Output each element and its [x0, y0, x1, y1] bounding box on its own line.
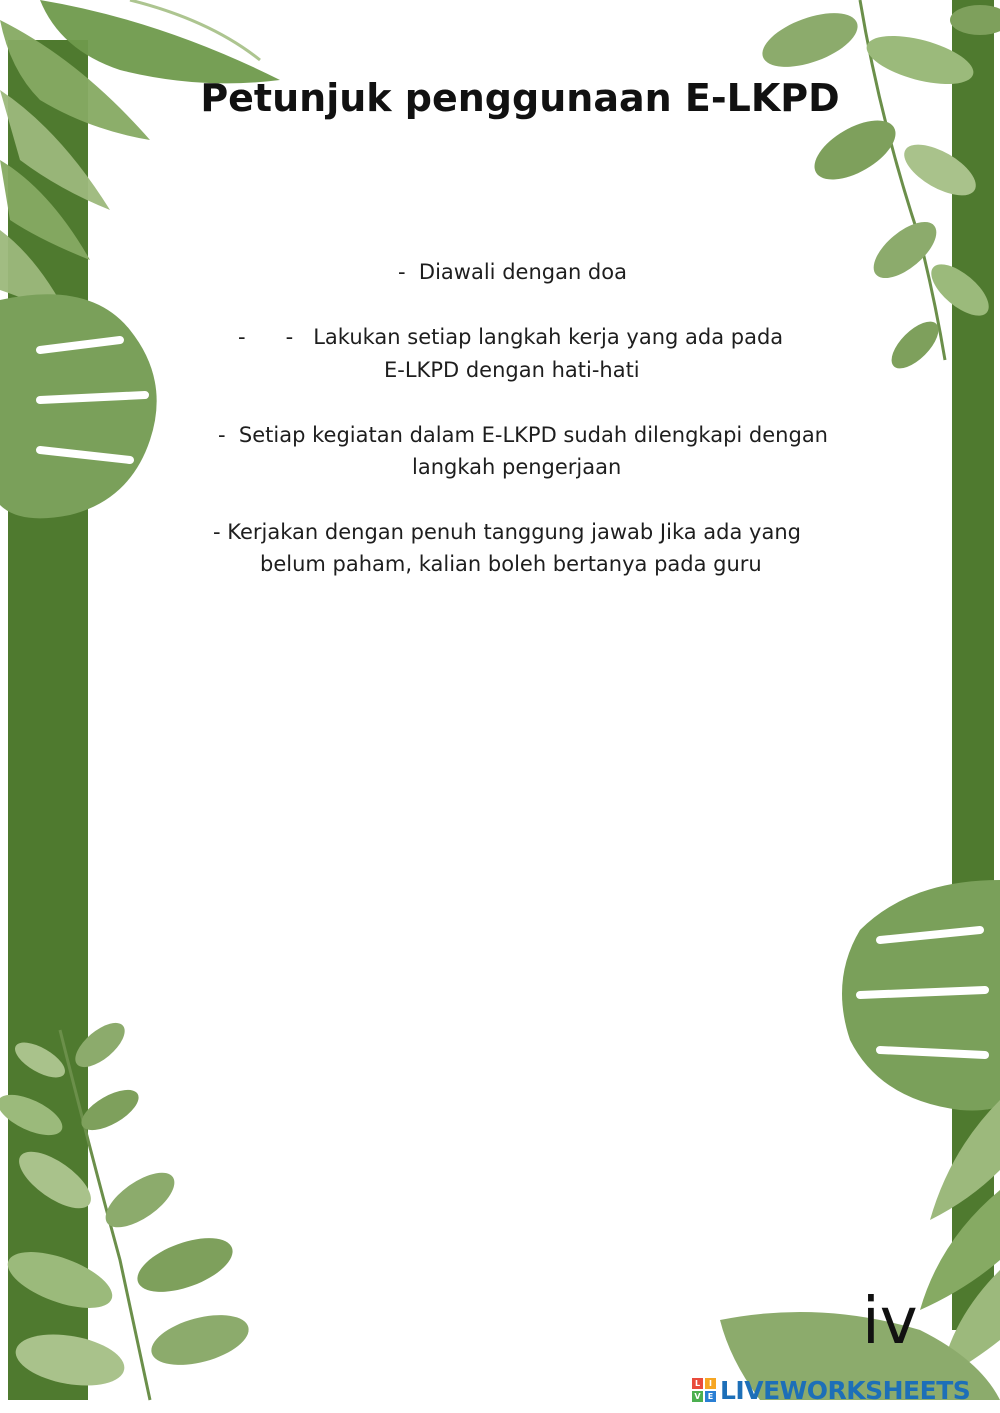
liveworksheets-blocks-icon [692, 1378, 716, 1402]
instruction-item-3-line-2: langkah pengerjaan [412, 455, 622, 479]
logo-block-v: V [692, 1391, 703, 1402]
monstera-leaf-icon [0, 294, 157, 518]
page-title: Petunjuk penggunaan E-LKPD [200, 76, 840, 120]
instruction-item-4-line-1: - Kerjakan dengan penuh tanggung jawab Jika ada yang [213, 520, 801, 544]
monstera-leaf-icon [842, 880, 1000, 1110]
logo-block-e: E [705, 1391, 716, 1402]
liveworksheets-wordmark: LIVEWORKSHEETS [720, 1375, 971, 1405]
logo-block-l: L [692, 1378, 703, 1389]
page-number: iv [862, 1285, 918, 1359]
instruction-item-2-line-2: E-LKPD dengan hati-hati [384, 358, 640, 382]
instruction-item-3-line-1: - Setiap kegiatan dalam E-LKPD sudah dilengkapi dengan [218, 423, 828, 447]
instruction-item-1: - Diawali dengan doa [398, 260, 627, 284]
logo-block-i: I [705, 1378, 716, 1389]
liveworksheets-logo [692, 1376, 970, 1404]
instruction-item-4-line-2: belum paham, kalian boleh bertanya pada guru [260, 552, 762, 576]
instruction-item-2-line-1: - - Lakukan setiap langkah kerja yang ada pada [238, 325, 784, 349]
